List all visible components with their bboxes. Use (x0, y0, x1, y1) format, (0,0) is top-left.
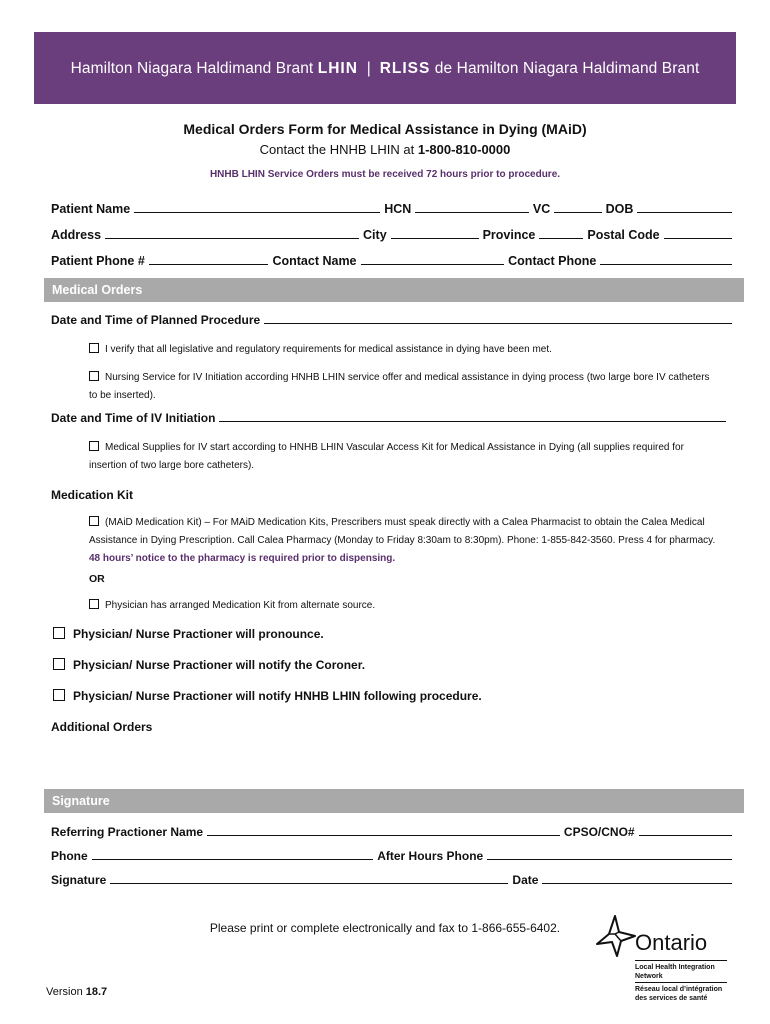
banner-org-fr: de Hamilton Niagara Haldimand Brant (434, 60, 700, 77)
planned-procedure-row (51, 313, 736, 327)
verify-checkbox[interactable] (89, 343, 99, 353)
kit-text-2: Assistance in Dying Prescription. Call Calea Pharmacy (Monday to Friday 8:30am to 8:30pm). Phone: 1-855-842-3560. Press 4 for pharmacy. (89, 535, 716, 546)
postal-code-label: Postal Code (587, 228, 660, 242)
medical-orders-header (44, 278, 744, 302)
cpso-field[interactable] (639, 825, 732, 836)
kit-item (89, 514, 749, 568)
medical-orders-heading: Medical Orders (52, 283, 143, 297)
patient-name-label: Patient Name (51, 202, 131, 216)
version-number: 18.7 (85, 986, 108, 998)
alt-source-text: Physician has arranged Medication Kit from alternate source. (105, 600, 376, 611)
city-label: City (363, 228, 387, 242)
banner-separator: | (366, 60, 371, 77)
additional-orders-label: Additional Orders (51, 720, 153, 734)
hcn-label: HCN (384, 202, 412, 216)
contact-name-label: Contact Name (272, 254, 357, 268)
after-hours-phone-field[interactable] (487, 849, 732, 860)
patient-row-1 (51, 202, 736, 216)
signature-row (51, 873, 736, 887)
kit-checkbox[interactable] (89, 516, 99, 526)
version-label (46, 986, 107, 998)
province-label: Province (482, 228, 536, 242)
pronounce-item (53, 627, 324, 641)
dob-field[interactable] (637, 202, 732, 213)
signature-header (44, 789, 744, 813)
pronounce-text: Physician/ Nurse Practioner will pronounce. (73, 627, 324, 641)
coroner-text: Physician/ Nurse Practioner will notify the Coroner. (73, 658, 366, 672)
verify-item (89, 341, 739, 359)
dob-label: DOB (605, 202, 634, 216)
supplies-text-2: insertion of two large bore catheters). (89, 460, 255, 471)
coroner-item (53, 658, 365, 672)
coroner-checkbox[interactable] (53, 658, 65, 670)
nursing-item (89, 369, 739, 405)
supplies-text-1: Medical Supplies for IV start according to HNHB LHIN Vascular Access Kit for Medical Assistance in Dying (all supplies required for (105, 442, 684, 453)
nursing-text-2: to be inserted). (89, 390, 156, 401)
planned-procedure-field[interactable] (264, 313, 732, 324)
or-label: OR (89, 573, 105, 585)
additional-orders-field[interactable] (51, 738, 736, 784)
notice-text: HNHB LHIN Service Orders must be received 72 hours prior to procedure. (209, 169, 561, 180)
patient-phone-label: Patient Phone # (51, 254, 145, 268)
signature-heading: Signature (52, 794, 110, 808)
form-title: Medical Orders Form for Medical Assistance in Dying (MAiD) (183, 121, 587, 137)
iv-initiation-label: Date and Time of IV Initiation (51, 411, 216, 425)
iv-initiation-field[interactable] (219, 411, 726, 422)
logo-french-line-2: des services de santé (635, 995, 708, 1002)
fax-note: Please print or complete electronically and fax to 1-866-655-6402. (209, 921, 561, 935)
logo-french-line-1: Réseau local d’intégration (635, 986, 723, 993)
contact-phone-label: Contact Phone (508, 254, 597, 268)
kit-text-1: (MAiD Medication Kit) – For MAiD Medication Kits, Prescribers must speak directly with a Calea Pharmacist to obtain the Calea Medical (105, 517, 705, 528)
medication-kit-label: Medication Kit (51, 488, 134, 502)
contact-name-field[interactable] (361, 254, 505, 265)
trillium-icon (595, 914, 637, 958)
ontario-wordmark: Ontario (635, 930, 708, 955)
iv-initiation-row (51, 411, 730, 425)
patient-row-3 (51, 254, 736, 268)
pronounce-checkbox[interactable] (53, 627, 65, 639)
phone-field[interactable] (92, 849, 374, 860)
phone-label: Phone (51, 849, 88, 863)
patient-phone-field[interactable] (149, 254, 269, 265)
banner-lhin: LHIN (317, 60, 358, 77)
patient-row-2 (51, 228, 736, 242)
patient-name-field[interactable] (134, 202, 380, 213)
nursing-checkbox[interactable] (89, 371, 99, 381)
notify-item (53, 689, 482, 703)
verify-text: I verify that all legislative and regulatory requirements for medical assistance in dying have been met. (105, 344, 552, 355)
date-label: Date (512, 873, 539, 887)
phone-row (51, 849, 736, 863)
supplies-checkbox[interactable] (89, 441, 99, 451)
alt-source-item (89, 597, 739, 615)
contact-phone-field[interactable] (600, 254, 732, 265)
supplies-item (89, 439, 739, 475)
contact-line (0, 142, 770, 157)
signature-label: Signature (51, 873, 107, 887)
logo-english-line-1: Local Health Integration (635, 964, 715, 971)
banner-text (34, 60, 736, 78)
contact-prefix: Contact the HNHB LHIN at (259, 142, 415, 157)
version-text: Version (46, 986, 83, 998)
after-hours-phone-label: After Hours Phone (377, 849, 484, 863)
header-banner (34, 32, 736, 104)
alt-source-checkbox[interactable] (89, 599, 99, 609)
signature-field[interactable] (110, 873, 508, 884)
postal-code-field[interactable] (664, 228, 732, 239)
kit-notice: 48 hours’ notice to the pharmacy is required prior to dispensing. (89, 553, 396, 564)
contact-phone: 1-800-810-0000 (417, 142, 511, 157)
logo-english (635, 960, 727, 981)
referring-practioner-label: Referring Practioner Name (51, 825, 204, 839)
hcn-field[interactable] (415, 202, 529, 213)
notify-checkbox[interactable] (53, 689, 65, 701)
ontario-logo (595, 912, 735, 1012)
city-field[interactable] (391, 228, 479, 239)
planned-procedure-label: Date and Time of Planned Procedure (51, 313, 261, 327)
province-field[interactable] (539, 228, 583, 239)
logo-french (635, 982, 727, 1003)
nursing-text-1: Nursing Service for IV Initiation according HNHB LHIN service offer and medical assistance in dying process (two large bore IV catheters (105, 372, 710, 383)
address-label: Address (51, 228, 102, 242)
address-field[interactable] (105, 228, 359, 239)
vc-label: VC (532, 202, 551, 216)
vc-field[interactable] (554, 202, 601, 213)
cpso-label: CPSO/CNO# (563, 825, 635, 839)
banner-rliss: RLISS (379, 60, 431, 77)
referring-practioner-field[interactable] (207, 825, 560, 836)
banner-org-en: Hamilton Niagara Haldimand Brant (70, 60, 314, 77)
logo-english-line-2: Network (635, 973, 663, 980)
notify-text: Physician/ Nurse Practioner will notify HNHB LHIN following procedure. (73, 689, 482, 703)
date-field[interactable] (542, 873, 732, 884)
referring-row (51, 825, 736, 839)
